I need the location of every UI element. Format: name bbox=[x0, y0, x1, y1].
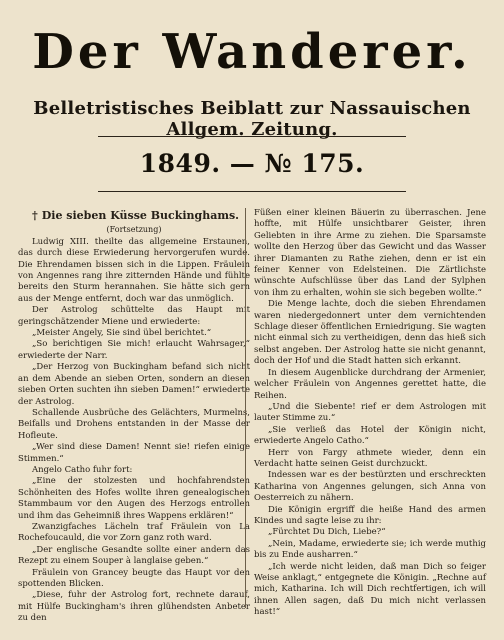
paragraph: Angelo Catho fuhr fort: bbox=[32, 464, 133, 475]
paragraph: „Der Herzog von Buckingham befand sich nicht an dem Abende an sieben Orten, sondern an diesen sieben Orten suchten ihn sieben Damen!“ erwiederte der Astrolog. bbox=[18, 362, 250, 407]
paragraph: Der Astrolog schüttelte das Haupt mit geringschätzender Miene und erwiederte: bbox=[18, 305, 250, 327]
paragraph: Fräulein von Grancey beugte das Haupt vor den spottenden Blicken. bbox=[18, 567, 250, 589]
paragraph: „Ich werde nicht leiden, daß man Dich so feiger Weise anklagt,“ entgegnete die Königin. „Rechne auf mich, Katharina. Ich will Dich rechtfertigen, ich will ihnen Allen sagen, daß Du mich nicht verlassen hast!“ bbox=[254, 561, 486, 618]
header-rule-top bbox=[98, 136, 406, 137]
continuation-note: (Fortsetzung) bbox=[106, 225, 162, 235]
article-title-text: Die sieben Küsse Buckinghams. bbox=[41, 209, 239, 222]
paragraph: Herr von Fargy athmete wieder, denn ein Verdacht hatte seinen Geist durchzuckt. bbox=[254, 447, 486, 469]
paragraph: „Meister Angely, Sie sind übel berichtet.“ bbox=[32, 328, 212, 339]
header-rule-bottom bbox=[98, 191, 406, 192]
paragraph: In diesem Augenblicke durchdrang der Armenier, welcher Fräulein von Angennes gerettet hatte, die Reihen. bbox=[254, 367, 486, 401]
issue-number: 1849. — № 175. bbox=[139, 149, 365, 178]
masthead-title: Der Wanderer. bbox=[32, 24, 472, 80]
left-column bbox=[18, 208, 250, 625]
paragraph: „Diese, fuhr der Astrolog fort, rechnete darauf, mit Hülfe Buckingham's ihren glühendsten Anbeter zu den bbox=[18, 590, 250, 624]
paragraph: „Eine der stolzesten und hochfahrendsten Schönheiten des Hofes wollte ihren genealogischen Stammbaum vor den Augen des Herzogs entrollen und ihm das Geheimniß ihres Wappens erklären!“ bbox=[18, 476, 250, 521]
paragraph: Indessen war es der bestürzten und erschreckten Katharina von Angennes gelungen, sich Anna von Oesterreich zu nähern. bbox=[254, 470, 486, 504]
right-column bbox=[254, 208, 486, 619]
cross-icon: † bbox=[32, 209, 38, 222]
paragraph: „Nein, Madame, erwiederte sie; ich werde muthig bis zu Ende ausharren.“ bbox=[254, 538, 486, 561]
paragraph: „Wer sind diese Damen! Nennt sie! riefen einige Stimmen.“ bbox=[18, 442, 250, 464]
column-divider bbox=[245, 208, 246, 608]
article-title bbox=[32, 210, 250, 221]
paragraph: Schallende Ausbrüche des Gelächters, Murmelns, Beifalls und Drohens entstanden in der Masse der Hofleute. bbox=[18, 407, 250, 441]
paragraph: Die Menge lachte, doch die sieben Ehrendamen waren niedergedonnert unter dem vernichtenden Schlage dieser öffentlichen Erniedrigung. Sie wagten nicht einmal sich zu vertheidigen, denn das hieß sich selbst angeben. Der Astrolog hatte sie nicht genannt, doch der Hof und die Stadt hatten sich erkannt. bbox=[254, 299, 486, 367]
paragraph: Füßen einer kleinen Bäuerin zu überraschen. Jene hoffte, mit Hülfe unsichtbarer Geister, ihren Geliebten in ihre Arme zu ziehen. Die Sparsamste wollte den Herzog über das Gewicht und das Wasser ihrer Diamanten zu Rathe ziehen, denn er ist ein feiner Kenner von Edelsteinen. Die Zärtlichste wünschte Aufschlüsse über das Land der Sylphen von ihm zu erhalten, wohin sie sich begeben wollte.“ bbox=[254, 208, 486, 298]
paragraph: „Sie verließ das Hotel der Königin nicht, erwiederte Angelo Catho.“ bbox=[254, 424, 486, 447]
paragraph: „So berichtigen Sie mich! erlaucht Wahrsager,“ erwiederte der Narr. bbox=[18, 339, 250, 361]
paragraph: „Fürchtet Du Dich, Liebe?“ bbox=[268, 527, 386, 538]
paragraph: „Der englische Gesandte sollte einer andern das Rezept zu einem Souper à langlaise geben.“ bbox=[18, 544, 250, 567]
paragraph: Die Königin ergriff die heiße Hand des armen Kindes und sagte leise zu ihr: bbox=[254, 504, 486, 526]
paragraph: „Und die Siebente! rief er dem Astrologen mit lauter Stimme zu.“ bbox=[254, 401, 486, 424]
paragraph: Ludwig XIII. theilte das allgemeine Erstaunen, das durch diese Erwiederung hervorgerufen wurde. Die Ehrendamen bissen sich in die Lippen. Fräulein von Angennes rang ihre zitternden Hände und fühlte bereits den Sturm herannahen. Sie hätte sich gern aus der Menge entfernt, doch war das unmöglich. bbox=[18, 236, 250, 304]
masthead-subtitle: Belletristisches Beiblatt zur Nassauischen Allgem. Zeitung. bbox=[33, 98, 471, 140]
paragraph: Zwanzigfaches Lächeln traf Fräulein von La Rochefoucauld, die vor Zorn ganz roth ward. bbox=[18, 521, 250, 544]
